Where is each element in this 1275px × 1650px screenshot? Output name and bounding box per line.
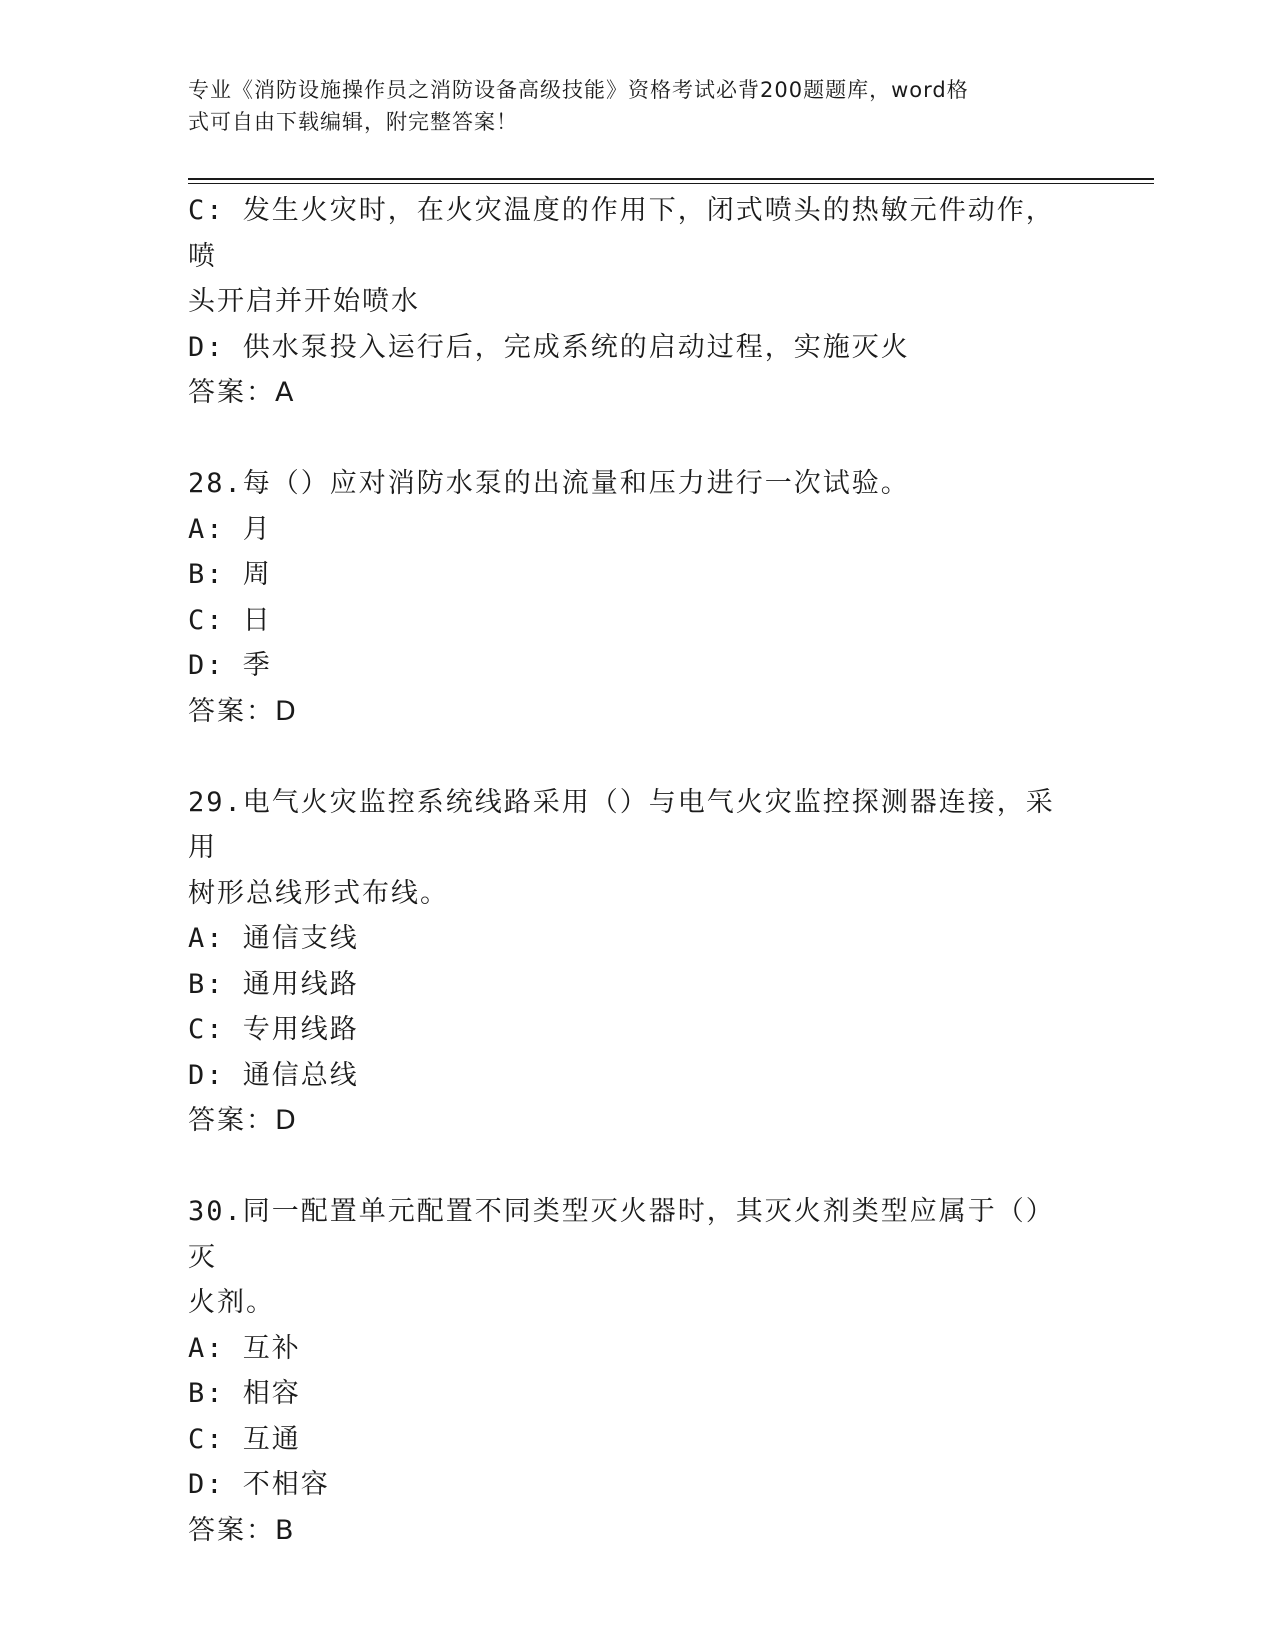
option-c: C: 专用线路 — [188, 1014, 359, 1045]
question-block-30 — [188, 1189, 1078, 1553]
answer-line: 答案：D — [188, 695, 298, 727]
option-c: C: 发生火灾时，在火灾温度的作用下，闭式喷头的热敏元件动作，喷 — [188, 195, 1055, 272]
option-d: D: 季 — [188, 650, 272, 681]
question-block-27 — [188, 188, 1078, 416]
option-b: B: 周 — [188, 559, 272, 590]
question-list — [188, 188, 1078, 1553]
option-c-continued: 头开启并开始喷水 — [188, 286, 420, 317]
option-b: B: 通用线路 — [188, 968, 359, 1000]
spacer — [188, 416, 1078, 462]
document-header — [188, 74, 1068, 138]
header-divider-thin — [188, 183, 1154, 184]
option-a: A: 互补 — [188, 1332, 301, 1364]
question-text: 30.同一配置单元配置不同类型灭火器时，其灭火剂类型应属于（）灭 — [188, 1196, 1055, 1273]
option-b: B: 相容 — [188, 1378, 301, 1409]
header-divider-thick — [188, 178, 1154, 180]
spacer — [188, 734, 1078, 780]
option-c: C: 互通 — [188, 1423, 301, 1455]
answer-line: 答案：B — [188, 1514, 296, 1546]
question-text-continued: 树形总线形式布线。 — [188, 877, 449, 909]
header-title-line-2: 式可自由下载编辑，附完整答案！ — [188, 110, 518, 134]
option-a: A: 月 — [188, 513, 272, 545]
option-d: D: 供水泵投入运行后，完成系统的启动过程，实施灭火 — [188, 331, 910, 363]
option-a: A: 通信支线 — [188, 923, 359, 954]
answer-line: 答案：A — [188, 377, 296, 408]
option-c: C: 日 — [188, 604, 272, 636]
answer-line: 答案：D — [188, 1105, 298, 1136]
question-block-28 — [188, 461, 1078, 734]
question-text: 28.每（）应对消防水泵的出流量和压力进行一次试验。 — [188, 468, 910, 499]
header-title-line-1: 专业《消防设施操作员之消防设备高级技能》资格考试必背200题题库，word格 — [188, 78, 969, 102]
spacer — [188, 1144, 1078, 1190]
option-d: D: 通信总线 — [188, 1059, 359, 1091]
question-block-29 — [188, 780, 1078, 1144]
option-d: D: 不相容 — [188, 1469, 330, 1500]
question-text: 29.电气火灾监控系统线路采用（）与电气火灾监控探测器连接，采用 — [188, 786, 1055, 863]
question-text-continued: 火剂。 — [188, 1287, 275, 1318]
